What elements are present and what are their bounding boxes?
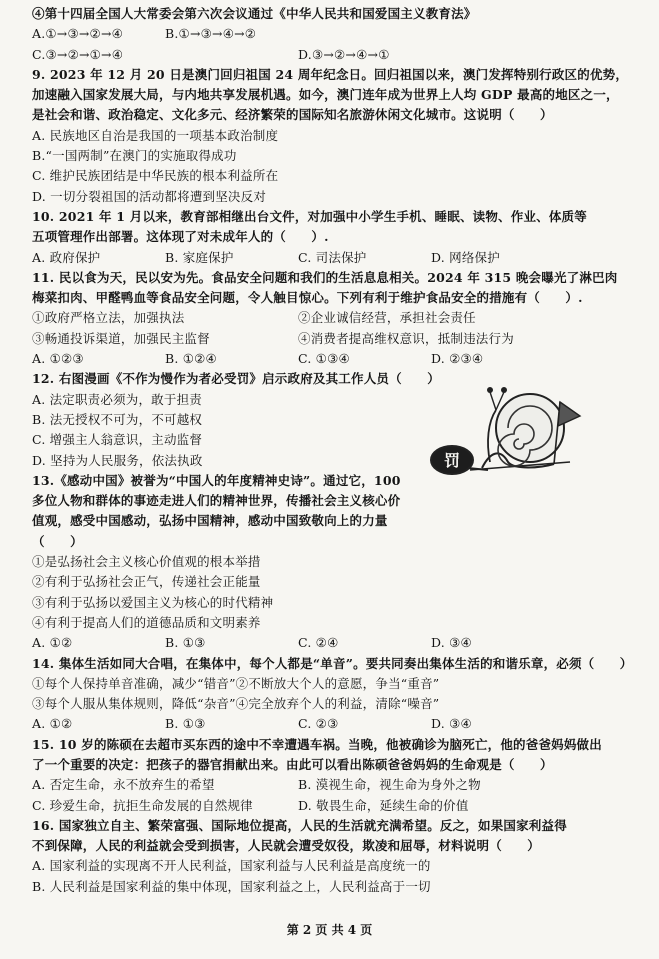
q13-stem-2: 多位人物和群体的事迹走进人们的精神世界，传播社会主义核心价: [32, 493, 401, 509]
q10-option-a[interactable]: A. 政府保护: [32, 249, 101, 265]
q11-stem-1: 11. 民以食为天，民以安为先。食品安全问题和我们的生活息息相关。2024 年 315 晚会曝光了淋巴肉: [32, 269, 618, 285]
q10-option-c[interactable]: C. 司法保护: [298, 249, 367, 265]
q13-item-2: ②有利于弘扬社会正气，传递社会正能量: [32, 574, 261, 590]
q15-stem-1: 15. 10 岁的陈硕在去超市买东西的途中不幸遭遇车祸。当晚，他被确诊为脑死亡，他的爸爸妈妈做出: [32, 736, 602, 752]
q14-options: [32, 714, 644, 734]
q9-stem-3: 是社会和谐、政治稳定、文化多元、经济繁荣的国际知名旅游休闲文化城市。这说明（ ）: [32, 107, 553, 123]
q15-options-1: [32, 775, 644, 795]
q11-options: [32, 349, 644, 369]
q14-items-1: ①每个人保持单音准确，减少“错音”②不断放大个人的意愿，争当“重音”: [32, 675, 440, 691]
q15-stem-2: 了一个重要的决定：把孩子的器官捐献出来。由此可以看出陈硕爸爸妈妈的生命观是（ ）: [32, 756, 553, 772]
q11-stem-2: 梅菜扣肉、甲醛鸭血等食品安全问题，令人触目惊心。下列有利于维护食品安全的措施有（ ）.: [32, 290, 583, 306]
q14-option-a[interactable]: A. ①②: [32, 716, 73, 732]
q12-option-c[interactable]: C. 增强主人翁意识，主动监督: [32, 432, 203, 448]
q14-option-b[interactable]: B. ①③: [165, 716, 206, 732]
q14-stem: 14. 集体生活如同大合唱，在集体中，每个人都是“单音”。要共同奏出集体生活的和谐乐章，必须（ ）: [32, 655, 633, 671]
q13-item-4: ④有利于提高人们的道德品质和文明素养: [32, 614, 261, 630]
q15-options-2: [32, 796, 644, 816]
q13-option-b[interactable]: B. ①③: [165, 635, 206, 651]
q9-option-a[interactable]: A. 民族地区自治是我国的一项基本政治制度: [32, 127, 279, 143]
q8-option-c[interactable]: C.③→②→①→④: [32, 46, 124, 62]
q8-option-d[interactable]: D.③→②→④→①: [298, 46, 390, 62]
q14-option-d[interactable]: D. ③④: [431, 716, 472, 732]
q12-stem: 12. 右图漫画《不作为慢作为者必受罚》启示政府及其工作人员（ ）: [32, 371, 440, 387]
q12-option-a[interactable]: A. 法定职责必须为，敢于担责: [32, 391, 202, 407]
cartoon-fine-text: 罚: [443, 451, 461, 470]
q13-stem-3: 值观，感受中国感动，弘扬中国精神，感动中国致敬向上的力量: [32, 513, 388, 529]
q10-stem-2: 五项管理作出部署。这体现了对未成年人的（ ）.: [32, 229, 329, 245]
q11-items-1: [32, 308, 644, 328]
q10-option-b[interactable]: B. 家庭保护: [165, 249, 234, 265]
q13-option-c[interactable]: C. ②④: [298, 635, 339, 651]
q13-stem-4: （ ）: [32, 533, 83, 549]
q8-options: [32, 24, 644, 44]
q11-option-c[interactable]: C. ①③④: [298, 351, 350, 367]
q14-option-c[interactable]: C. ②③: [298, 716, 339, 732]
q10-options: [32, 248, 644, 268]
q13-options: [32, 633, 644, 653]
q11-item-3: ③畅通投诉渠道，加强民主监督: [32, 330, 210, 346]
q11-items-2: [32, 329, 644, 349]
q11-option-b[interactable]: B. ①②④: [165, 351, 217, 367]
q11-item-1: ①政府严格立法，加强执法: [32, 310, 185, 326]
q12-option-b[interactable]: B. 法无授权不可为，不可越权: [32, 411, 203, 427]
q15-option-b[interactable]: B. 漠视生命，视生命为身外之物: [298, 777, 481, 793]
q15-option-d[interactable]: D. 敬畏生命，延续生命的价值: [298, 797, 469, 813]
snail-cartoon-illustration: [430, 382, 582, 500]
q10-option-d[interactable]: D. 网络保护: [431, 249, 500, 265]
q11-item-2: ②企业诚信经营，承担社会责任: [298, 310, 476, 326]
q11-option-d[interactable]: D. ②③④: [431, 351, 484, 367]
exam-page: [32, 4, 644, 897]
q15-option-c[interactable]: C. 珍爱生命，抗拒生命发展的自然规律: [32, 797, 253, 813]
q13-item-1: ①是弘扬社会主义核心价值观的根本举措: [32, 554, 261, 570]
q11-option-a[interactable]: A. ①②③: [32, 351, 84, 367]
q14-items-2: ③每个人服从集体规则，降低“杂音”④完全放弃个人的利益，清除“噪音”: [32, 696, 440, 712]
q13-option-a[interactable]: A. ①②: [32, 635, 73, 651]
q9-option-d[interactable]: D. 一切分裂祖国的活动都将遭到坚决反对: [32, 188, 267, 204]
q15-option-a[interactable]: A. 否定生命，永不放弃生的希望: [32, 777, 215, 793]
q8-item-4: ④第十四届全国人大常委会第六次会议通过《中华人民共和国爱国主义教育法》: [32, 6, 477, 21]
q13-option-d[interactable]: D. ③④: [431, 635, 472, 651]
q8-option-a[interactable]: A.①→③→②→④: [32, 26, 124, 42]
q13-stem-1: 13.《感动中国》被誉为“中国人的年度精神史诗”。通过它，100: [32, 472, 401, 488]
q9-stem-2: 加速融入国家发展大局，与内地共享发展机遇。如今，澳门连年成为世界上人均 GDP 最高的地区之一，: [32, 87, 619, 103]
q16-stem-2: 不到保障，人民的利益就会受到损害，人民就会遭受奴役，欺凌和屈辱，材料说明（ ）: [32, 838, 541, 854]
q13-item-3: ③有利于弘扬以爱国主义为核心的时代精神: [32, 594, 274, 610]
q8-options-2: [32, 45, 644, 65]
q11-item-4: ④消费者提高维权意识，抵制违法行为: [298, 330, 514, 346]
q8-option-b[interactable]: B.①→③→④→②: [165, 26, 257, 42]
q16-option-b[interactable]: B. 人民利益是国家利益的集中体现，国家利益之上，人民利益高于一切: [32, 878, 431, 894]
q16-option-a[interactable]: A. 国家利益的实现离不开人民利益，国家利益与人民利益是高度统一的: [32, 858, 431, 874]
q10-stem-1: 10. 2021 年 1 月以来，教育部相继出台文件，对加强中小学生手机、睡眠、读物、作业、体质等: [32, 208, 587, 224]
q12-option-d[interactable]: D. 坚持为人民服务，依法执政: [32, 452, 203, 468]
q9-option-b[interactable]: B.“一国两制”在澳门的实施取得成功: [32, 148, 237, 164]
q9-stem-1: 9. 2023 年 12 月 20 日是澳门回归祖国 24 周年纪念日。回归祖国以来，澳门发挥特别行政区的优势，: [32, 66, 629, 82]
q9-option-c[interactable]: C. 维护民族团结是中华民族的根本利益所在: [32, 168, 279, 184]
q16-stem-1: 16. 国家独立自主、繁荣富强、国际地位提高，人民的生活就充满希望。反之，如果国家利益得: [32, 817, 567, 833]
page-footer: 第 2 页 共 4 页: [286, 923, 373, 937]
